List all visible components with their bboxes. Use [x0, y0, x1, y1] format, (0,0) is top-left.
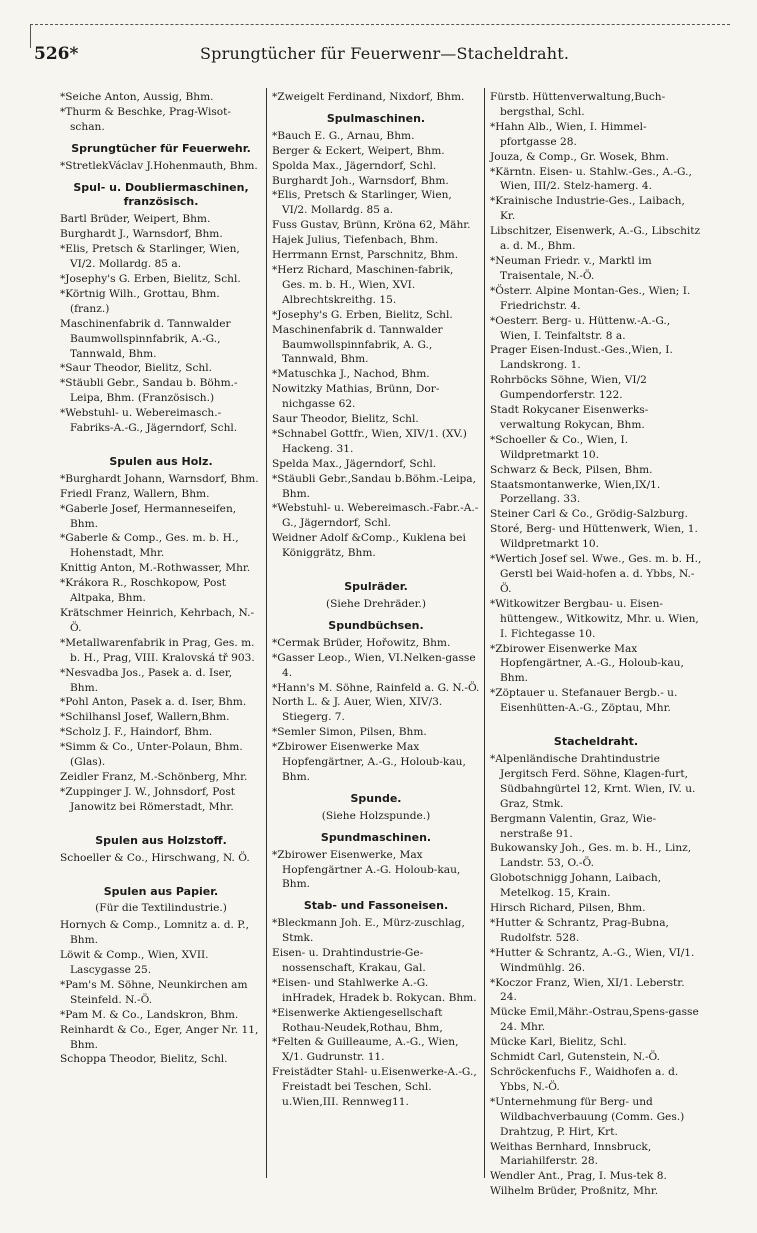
directory-entry: Saur Theodor, Bielitz, Schl. — [272, 413, 419, 426]
directory-entry: *Schilhansl Josef, Wallern,Bhm. — [60, 711, 230, 724]
directory-entry: *Gasser Leop., Wien, VI.Nelken-gasse 4. — [272, 651, 476, 679]
directory-entry: *Koczor Franz, Wien, XI/1. Leberstr. 24. — [490, 976, 685, 1004]
directory-entry: *Elis, Pretsch & Starlinger, Wien, VI/2. Mollardg. 85 a. — [272, 189, 452, 217]
directory-entry: Globotschnigg Johann, Laibach, Metelkog. 15, Krain. — [490, 872, 662, 900]
directory-entry: *Gaberle & Comp., Ges. m. b. H., Hohenstadt, Mhr. — [60, 532, 239, 560]
directory-entry: Jouza, & Comp., Gr. Wosek, Bhm. — [490, 150, 669, 163]
directory-entry: *Gaberle Josef, Hermanneseifen, Bhm. — [60, 502, 237, 530]
column-3 — [490, 90, 702, 1199]
left-rule — [30, 24, 31, 48]
directory-entry: *Österr. Alpine Montan-Ges., Wien; I. Friedrichstr. 4. — [490, 284, 691, 312]
column-separator — [484, 88, 485, 1178]
directory-entry: *Saur Theodor, Bielitz, Schl. — [60, 362, 213, 375]
directory-entry: *Herz Richard, Maschinen-fabrik, Ges. m. b. H., Wien, XVI. Albrechtskreithg. 15. — [272, 263, 454, 306]
directory-entry: Knittig Anton, M.-Rothwasser, Mhr. — [60, 562, 251, 575]
directory-entry: *Schnabel Gottfr., Wien, XIV/1. (XV.) Hackeng. 31. — [272, 427, 467, 455]
directory-entry: Spolda Max., Jägerndorf, Schl. — [272, 159, 437, 172]
directory-entry: *Pam's M. Söhne, Neunkirchen am Steinfeld. N.-Ö. — [60, 978, 248, 1006]
directory-entry: Maschinenfabrik d. Tannwalder Baumwollspinnfabrik, A.-G., Tannwald, Bhm. — [60, 317, 231, 360]
directory-entry: *Neuman Friedr. v., Marktl im Traisentale, N.-Ö. — [490, 254, 652, 282]
directory-entry: Steiner Carl & Co., Grödig-Salzburg. — [490, 508, 688, 521]
section-heading: Spulen aus Holzstoff. — [95, 833, 227, 847]
directory-entry: Schoppa Theodor, Bielitz, Schl. — [60, 1053, 228, 1066]
section-note: (Siehe Holzspunde.) — [321, 809, 431, 822]
directory-entry: Zeidler Franz, M.-Schönberg, Mhr. — [60, 770, 248, 783]
directory-entry: *Kärntn. Eisen- u. Stahlw.-Ges., A.-G., Wien, III/2. Stelz-hamerg. 4. — [490, 165, 692, 193]
section-heading: Spundmaschinen. — [320, 830, 432, 844]
directory-entry: *StretlekVáclav J.Hohenmauth, Bhm. — [60, 159, 258, 172]
directory-entry: *Bleckmann Joh. E., Mürz-zuschlag, Stmk. — [272, 917, 465, 945]
directory-entry: Storé, Berg- und Hüttenwerk, Wien, 1. Wildpretmarkt 10. — [490, 523, 698, 551]
directory-entry: *Stäubli Gebr., Sandau b. Böhm.-Leipa, Bhm. (Französisch.) — [60, 377, 238, 405]
spacer — [60, 866, 262, 878]
section-heading: Spulen aus Holz. — [109, 454, 213, 468]
section-heading: Spundbüchsen. — [328, 618, 424, 632]
directory-entry: Reinhardt & Co., Eger, Anger Nr. 11, Bhm. — [60, 1023, 259, 1051]
directory-entry: Wilhelm Brüder, Proßnitz, Mhr. — [490, 1185, 659, 1198]
directory-entry: North L. & J. Auer, Wien, XIV/3. Stiegerg. 7. — [272, 696, 443, 724]
directory-entry: Weithas Bernhard, Innsbruck, Mariahilferstr. 28. — [490, 1140, 652, 1168]
spacer — [60, 815, 262, 827]
directory-entry: *Josephy's G. Erben, Bielitz, Schl. — [272, 308, 453, 321]
spacer — [490, 716, 702, 728]
directory-entry: Stadt Rokycaner Eisenwerks-verwaltung Rokycan, Bhm. — [490, 404, 649, 431]
directory-entry: *Seiche Anton, Aussig, Bhm. — [60, 91, 214, 103]
directory-entry: Eisen- u. Drahtindustrie-Ge-nossenschaft, Krakau, Gal. — [272, 947, 426, 974]
directory-entry: Wendler Ant., Prag, I. Mus-tek 8. — [490, 1170, 667, 1183]
directory-entry: *Eisenwerke Aktiengesellschaft Rothau-Neudek,Rothau, Bhm, — [272, 1006, 443, 1034]
directory-entry: Staatsmontanwerke, Wien,IX/1. Porzellang. 33. — [490, 478, 661, 506]
directory-entry: *Nesvadba Jos., Pasek a. d. Iser, Bhm. — [60, 666, 233, 694]
directory-entry: *Unternehmung für Berg- und Wildbachverbauung (Comm. Ges.) Drahtzug, P. Hirt, Krt. — [490, 1095, 685, 1138]
directory-entry: Krätschmer Heinrich, Kehrbach, N.-Ö. — [60, 607, 255, 634]
directory-entry: *Zweigelt Ferdinand, Nixdorf, Bhm. — [272, 91, 465, 103]
directory-entry: *Körtnig Wilh., Grottau, Bhm. (franz.) — [60, 287, 220, 315]
directory-entry: *Metallwarenfabrik in Prag, Ges. m. b. H., Prag, VIII. Kralovská tř 903. — [60, 636, 255, 664]
directory-entry: Schmidt Carl, Gutenstein, N.-Ö. — [490, 1051, 660, 1064]
directory-entry: Bergmann Valentin, Graz, Wie-nerstraße 91. — [490, 812, 657, 840]
directory-entry: *Zbirower Eisenwerke Max Hopfengärtner, A.-G., Holoub-kau, Bhm. — [490, 642, 684, 685]
spacer — [272, 561, 480, 573]
section-heading: Spulräder. — [344, 580, 408, 594]
section-heading: Stab- und Fassoneisen. — [303, 899, 449, 913]
directory-entry: Spelda Max., Jägerndorf, Schl. — [272, 457, 437, 470]
directory-entry: Nowitzky Mathias, Brünn, Dor-nichgasse 62. — [272, 383, 440, 411]
directory-entry: *Matuschka J., Nachod, Bhm. — [272, 368, 430, 381]
directory-entry: *Oesterr. Berg- u. Hüttenw.-A.-G., Wien, I. Teinfaltstr. 8 a. — [490, 314, 671, 342]
directory-entry: Rohrböcks Söhne, Wien, VI/2 Gumpendorferstr. 122. — [490, 374, 647, 402]
directory-entry: *Hutter & Schrantz, Prag-Bubna, Rudolfstr. 528. — [490, 916, 669, 944]
directory-entry: Bukowansky Joh., Ges. m. b. H., Linz, Landstr. 53, O.-Ö. — [490, 842, 692, 870]
directory-entry: Freistädter Stahl- u.Eisenwerke-A.-G., Freistadt bei Teschen, Schl. u.Wien,III. Rennweg11. — [272, 1066, 477, 1109]
column-1 — [60, 90, 262, 1067]
directory-entry: *Wertich Josef sel. Wwe., Ges. m. b. H., Gerstl bei Waid-hofen a. d. Ybbs, N.-Ö. — [490, 553, 702, 595]
directory-entry: Weidner Adolf &Comp., Kuklena bei Königgrätz, Bhm. — [272, 532, 466, 560]
directory-entry: *Semler Simon, Pilsen, Bhm. — [272, 726, 427, 739]
section-heading: Spulmaschinen. — [326, 111, 426, 125]
directory-entry: Fuss Gustav, Brünn, Kröna 62, Mähr. — [272, 219, 471, 232]
section-heading: Stacheldraht. — [553, 735, 639, 749]
directory-entry: Mücke Emil,Mähr.-Ostrau,Spens-gasse 24. Mhr. — [490, 1006, 699, 1034]
directory-entry: *Krákora R., Roschkopow, Post Altpaka, Bhm. — [60, 577, 227, 605]
directory-entry: *Zöptauer u. Stefanauer Bergb.- u. Eisenhütten-A.-G., Zöptau, Mhr. — [490, 687, 678, 715]
directory-entry: Berger & Eckert, Weipert, Bhm. — [272, 144, 445, 157]
directory-entry: *Thurm & Beschke, Prag-Wisot-schan. — [60, 105, 231, 133]
column-2 — [272, 90, 480, 1110]
directory-entry: Fürstb. Hüttenverwaltung,Buch-bergsthal, Schl. — [490, 91, 666, 118]
directory-entry: Hajek Julius, Tiefenbach, Bhm. — [272, 234, 439, 247]
directory-entry: Herrmann Ernst, Parschnitz, Bhm. — [272, 249, 459, 262]
directory-entry: *Witkowitzer Bergbau- u. Eisen-hüttengew., Witkowitz, Mhr. u. Wien, I. Fichtegasse 10. — [490, 597, 699, 640]
directory-entry: *Cermak Brüder, Hořowitz, Bhm. — [272, 636, 451, 649]
section-note: (Für die Textilindustrie.) — [95, 902, 227, 915]
directory-entry: Hornych & Comp., Lomnitz a. d. P., Bhm. — [60, 919, 249, 947]
directory-entry: Schröckenfuchs F., Waidhofen a. d. Ybbs, N.-Ö. — [490, 1066, 679, 1093]
directory-entry: *Webstuhl- u. Webereimasch.-Fabr.-A.-G., Jägerndorf, Schl. — [272, 502, 479, 530]
directory-entry: Mücke Karl, Bielitz, Schl. — [490, 1036, 627, 1049]
section-heading: Sprungtücher für Feuerwehr. — [71, 141, 251, 155]
column-separator — [266, 88, 267, 1178]
running-title: Sprungtücher für Feuerwenr—Stacheldraht. — [200, 44, 570, 63]
directory-entry: *Scholz J. F., Haindorf, Bhm. — [60, 726, 213, 739]
directory-entry: Hirsch Richard, Pilsen, Bhm. — [490, 902, 646, 915]
section-note: (Siehe Drehräder.) — [326, 598, 426, 610]
directory-entry: *Josephy's G. Erben, Bielitz, Schl. — [60, 272, 241, 285]
directory-entry: Burghardt Joh., Warnsdorf, Bhm. — [272, 174, 449, 187]
directory-entry: Schwarz & Beck, Pilsen, Bhm. — [490, 463, 653, 476]
directory-entry: *Schoeller & Co., Wien, I. Wildpretmarkt 10. — [490, 433, 629, 461]
directory-entry: *Hutter & Schrantz, A.-G., Wien, VI/1. Windmühlg. 26. — [490, 946, 695, 974]
section-heading: Spunde. — [350, 791, 402, 805]
directory-entry: Burghardt J., Warnsdorf, Bhm. — [60, 228, 223, 241]
directory-entry: Bartl Brüder, Weipert, Bhm. — [60, 213, 211, 226]
directory-entry: *Webstuhl- u. Webereimasch.-Fabriks-A.-G., Jägerndorf, Schl. — [60, 407, 238, 435]
directory-entry: *Alpenländische Drahtindustrie Jergitsch Ferd. Söhne, Klagen-furt, Südbahngürtel 12, Krnt. Wien, IV. u. Graz, Stmk. — [490, 752, 696, 810]
directory-entry: *Pam M. & Co., Landskron, Bhm. — [60, 1008, 239, 1021]
directory-entry: *Hann's M. Söhne, Rainfeld a. G. N.-Ö. — [272, 681, 480, 694]
directory-entry: *Bauch E. G., Arnau, Bhm. — [272, 129, 415, 142]
directory-entry: *Felten & Guilleaume, A.-G., Wien, X/1. Gudrunstr. 11. — [272, 1036, 459, 1064]
directory-entry: Löwit & Comp., Wien, XVII. Lascygasse 25. — [60, 949, 209, 977]
directory-entry: *Pohl Anton, Pasek a. d. Iser, Bhm. — [60, 696, 247, 709]
page-number: 526* — [34, 44, 79, 64]
directory-entry: *Simm & Co., Unter-Polaun, Bhm. (Glas). — [60, 741, 243, 769]
section-heading: Spulen aus Papier. — [103, 884, 219, 898]
directory-entry: *Stäubli Gebr.,Sandau b.Böhm.-Leipa, Bhm. — [272, 472, 476, 500]
directory-entry: *Krainische Industrie-Ges., Laibach, Kr. — [490, 195, 685, 223]
directory-entry: *Elis, Pretsch & Starlinger, Wien, VI/2. Mollardg. 85 a. — [60, 243, 240, 271]
directory-entry: Friedl Franz, Wallern, Bhm. — [60, 487, 210, 500]
directory-entry: *Zbirower Eisenwerke Max Hopfengärtner, A.-G., Holoub-kau, Bhm. — [272, 741, 466, 783]
directory-entry: Prager Eisen-Indust.-Ges.,Wien, I. Landskrong. 1. — [490, 344, 673, 372]
directory-entry: Libschitzer, Eisenwerk, A.-G., Libschitz a. d. M., Bhm. — [490, 225, 701, 253]
directory-entry: *Burghardt Johann, Warnsdorf, Bhm. — [60, 472, 259, 485]
directory-entry: *Hahn Alb., Wien, I. Himmel-pfortgasse 28. — [490, 120, 647, 148]
top-rule — [30, 24, 730, 25]
directory-entry: *Eisen- und Stahlwerke A.-G. inHradek, Hradek b. Rokycan. Bhm. — [272, 976, 477, 1004]
section-heading: Spul- u. Doubliermaschinen, französisch. — [73, 180, 249, 209]
spacer — [60, 436, 262, 448]
directory-entry: *Zuppinger J. W., Johnsdorf, Post Janowitz bei Römerstadt, Mhr. — [60, 785, 236, 813]
directory-entry: Maschinenfabrik d. Tannwalder Baumwollspinnfabrik, A. G., Tannwald, Bhm. — [272, 323, 443, 366]
directory-entry: Schoeller & Co., Hirschwang, N. Ö. — [60, 851, 250, 864]
directory-entry: *Zbirower Eisenwerke, Max Hopfengärtner A.-G. Holoub-kau, Bhm. — [272, 848, 461, 891]
